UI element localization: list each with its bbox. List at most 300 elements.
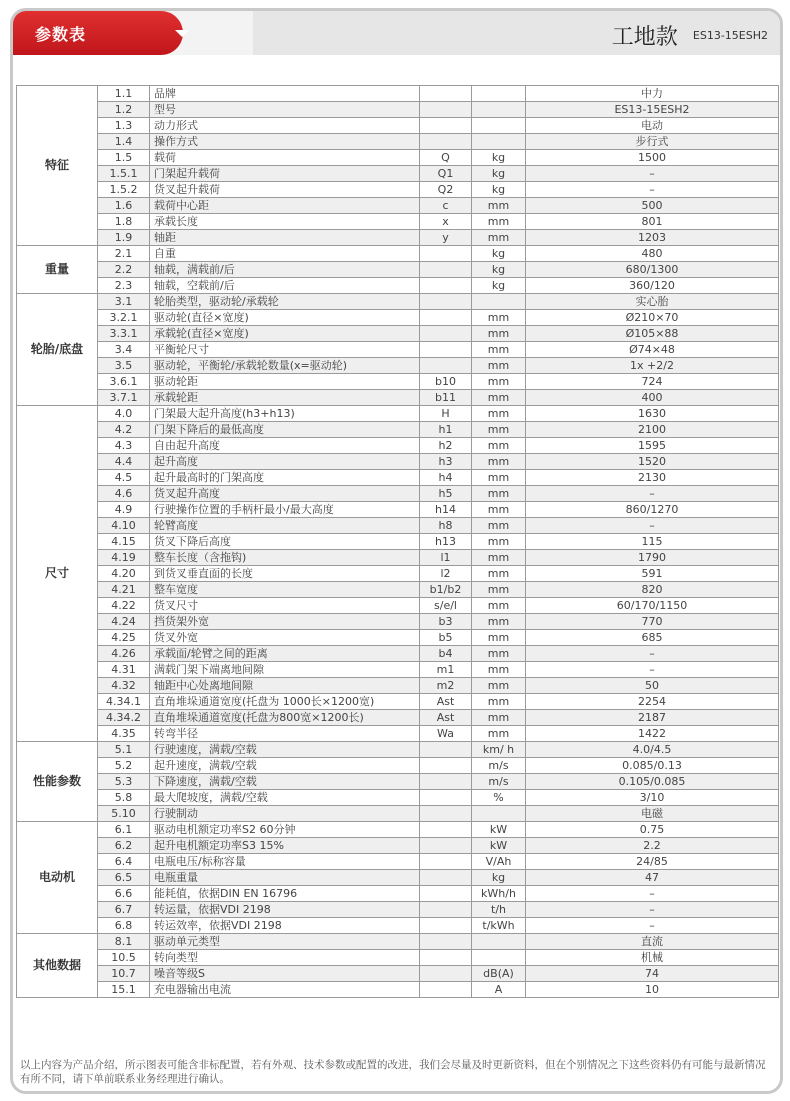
row-label: 起升速度，满载/空载: [150, 758, 420, 774]
row-label: 操作方式: [150, 134, 420, 150]
row-label: 转运效率，依据VDI 2198: [150, 918, 420, 934]
row-label: 轴载，满载前/后: [150, 262, 420, 278]
table-row: [17, 214, 779, 230]
table-row: [17, 470, 779, 486]
row-number: 4.4: [98, 454, 150, 470]
row-symbol: [420, 918, 472, 934]
row-unit: mm: [472, 630, 526, 646]
row-symbol: [420, 982, 472, 998]
row-value: 60/170/1150: [526, 598, 779, 614]
table-row: [17, 486, 779, 502]
row-value: 50: [526, 678, 779, 694]
row-number: 4.0: [98, 406, 150, 422]
table-row: [17, 982, 779, 998]
row-number: 4.6: [98, 486, 150, 502]
row-symbol: [420, 854, 472, 870]
row-unit: mm: [472, 342, 526, 358]
row-unit: mm: [472, 230, 526, 246]
table-row: [17, 566, 779, 582]
row-value: 24/85: [526, 854, 779, 870]
row-label: 载荷中心距: [150, 198, 420, 214]
table-row: [17, 918, 779, 934]
row-label: 承载轮距: [150, 390, 420, 406]
row-symbol: [420, 134, 472, 150]
row-number: 4.9: [98, 502, 150, 518]
table-row: [17, 326, 779, 342]
row-value: 4.0/4.5: [526, 742, 779, 758]
row-value: 74: [526, 966, 779, 982]
row-value: 2.2: [526, 838, 779, 854]
row-symbol: [420, 966, 472, 982]
row-number: 5.8: [98, 790, 150, 806]
row-unit: kWh/h: [472, 886, 526, 902]
row-unit: mm: [472, 438, 526, 454]
row-value: –: [526, 166, 779, 182]
row-number: 4.32: [98, 678, 150, 694]
row-symbol: h14: [420, 502, 472, 518]
row-unit: kW: [472, 838, 526, 854]
table-row: [17, 438, 779, 454]
row-symbol: [420, 822, 472, 838]
row-label: 能耗值，依据DIN EN 16796: [150, 886, 420, 902]
row-unit: mm: [472, 310, 526, 326]
row-symbol: [420, 310, 472, 326]
row-number: 4.20: [98, 566, 150, 582]
table-row: [17, 342, 779, 358]
row-label: 到货叉垂直面的长度: [150, 566, 420, 582]
row-symbol: [420, 102, 472, 118]
row-value: 1790: [526, 550, 779, 566]
row-label: 平衡轮尺寸: [150, 342, 420, 358]
row-symbol: b4: [420, 646, 472, 662]
row-label: 噪音等级S: [150, 966, 420, 982]
row-value: 685: [526, 630, 779, 646]
row-symbol: h1: [420, 422, 472, 438]
row-symbol: h5: [420, 486, 472, 502]
row-unit: mm: [472, 198, 526, 214]
row-label: 轴载，空载前/后: [150, 278, 420, 294]
category-label: 特征: [17, 86, 98, 246]
row-label: 驱动轮，平衡轮/承载轮数量(x=驱动轮): [150, 358, 420, 374]
table-row: [17, 758, 779, 774]
row-unit: m/s: [472, 758, 526, 774]
table-row: [17, 790, 779, 806]
table-row: [17, 694, 779, 710]
row-number: 4.24: [98, 614, 150, 630]
row-value: 2130: [526, 470, 779, 486]
row-unit: [472, 86, 526, 102]
row-label: 自由起升高度: [150, 438, 420, 454]
table-row: [17, 662, 779, 678]
row-label: 货叉起升高度: [150, 486, 420, 502]
row-symbol: y: [420, 230, 472, 246]
row-number: 1.9: [98, 230, 150, 246]
row-unit: kg: [472, 246, 526, 262]
row-symbol: [420, 262, 472, 278]
row-number: 1.3: [98, 118, 150, 134]
row-label: 货叉尺寸: [150, 598, 420, 614]
row-symbol: Ast: [420, 694, 472, 710]
row-label: 门架起升载荷: [150, 166, 420, 182]
row-unit: mm: [472, 214, 526, 230]
row-label: 自重: [150, 246, 420, 262]
row-number: 6.5: [98, 870, 150, 886]
row-value: 1203: [526, 230, 779, 246]
row-unit: [472, 118, 526, 134]
table-row: [17, 166, 779, 182]
row-label: 承载面/轮臂之间的距离: [150, 646, 420, 662]
row-symbol: [420, 246, 472, 262]
row-number: 5.1: [98, 742, 150, 758]
row-number: 5.10: [98, 806, 150, 822]
row-value: 0.105/0.085: [526, 774, 779, 790]
row-value: 1595: [526, 438, 779, 454]
row-symbol: h4: [420, 470, 472, 486]
row-number: 1.5: [98, 150, 150, 166]
row-value: 480: [526, 246, 779, 262]
row-unit: mm: [472, 406, 526, 422]
row-unit: kg: [472, 262, 526, 278]
table-row: [17, 278, 779, 294]
table-row: [17, 710, 779, 726]
row-unit: [472, 294, 526, 310]
row-number: 6.6: [98, 886, 150, 902]
row-symbol: l2: [420, 566, 472, 582]
row-unit: mm: [472, 518, 526, 534]
table-row: [17, 902, 779, 918]
row-value: 47: [526, 870, 779, 886]
table-row: [17, 742, 779, 758]
row-symbol: [420, 758, 472, 774]
row-unit: %: [472, 790, 526, 806]
row-label: 满载门架下端离地间隙: [150, 662, 420, 678]
page-title: 参数表: [35, 25, 87, 44]
table-row: [17, 726, 779, 742]
row-unit: mm: [472, 694, 526, 710]
row-value: 680/1300: [526, 262, 779, 278]
row-number: 4.34.2: [98, 710, 150, 726]
row-unit: kg: [472, 150, 526, 166]
row-symbol: m2: [420, 678, 472, 694]
row-symbol: b11: [420, 390, 472, 406]
row-number: 3.1: [98, 294, 150, 310]
row-label: 承载轮(直径×宽度): [150, 326, 420, 342]
spec-sheet-frame: [10, 8, 783, 1094]
table-row: [17, 934, 779, 950]
row-label: 型号: [150, 102, 420, 118]
row-symbol: c: [420, 198, 472, 214]
row-symbol: b1/b2: [420, 582, 472, 598]
row-unit: mm: [472, 710, 526, 726]
table-row: [17, 806, 779, 822]
row-unit: dB(A): [472, 966, 526, 982]
row-number: 4.15: [98, 534, 150, 550]
row-unit: mm: [472, 422, 526, 438]
row-number: 3.7.1: [98, 390, 150, 406]
row-unit: t/kWh: [472, 918, 526, 934]
table-row: [17, 614, 779, 630]
table-row: [17, 678, 779, 694]
category-label: 轮胎/底盘: [17, 294, 98, 406]
row-number: 8.1: [98, 934, 150, 950]
model-code: ES13-15ESH2: [692, 29, 768, 42]
table-row: [17, 102, 779, 118]
row-unit: km/ h: [472, 742, 526, 758]
row-value: 机械: [526, 950, 779, 966]
row-unit: mm: [472, 358, 526, 374]
row-unit: kg: [472, 166, 526, 182]
row-number: 4.22: [98, 598, 150, 614]
table-row: [17, 262, 779, 278]
row-value: Ø105×88: [526, 326, 779, 342]
row-label: 转向类型: [150, 950, 420, 966]
table-row: [17, 454, 779, 470]
row-label: 电瓶重量: [150, 870, 420, 886]
row-value: 中力: [526, 86, 779, 102]
row-label: 驱动轮距: [150, 374, 420, 390]
row-label: 驱动轮(直径×宽度): [150, 310, 420, 326]
row-label: 门架下降后的最低高度: [150, 422, 420, 438]
row-number: 1.6: [98, 198, 150, 214]
row-unit: [472, 134, 526, 150]
row-unit: mm: [472, 326, 526, 342]
row-value: 360/120: [526, 278, 779, 294]
table-row: [17, 870, 779, 886]
row-number: 5.3: [98, 774, 150, 790]
row-symbol: [420, 86, 472, 102]
row-symbol: Ast: [420, 710, 472, 726]
row-label: 行驶操作位置的手柄杆最小/最大高度: [150, 502, 420, 518]
table-row: [17, 230, 779, 246]
row-unit: mm: [472, 566, 526, 582]
table-row: [17, 150, 779, 166]
row-symbol: Q2: [420, 182, 472, 198]
row-value: 770: [526, 614, 779, 630]
row-number: 4.31: [98, 662, 150, 678]
row-value: 801: [526, 214, 779, 230]
row-value: 0.085/0.13: [526, 758, 779, 774]
row-value: 2100: [526, 422, 779, 438]
row-unit: [472, 934, 526, 950]
row-unit: mm: [472, 534, 526, 550]
row-label: 充电器输出电流: [150, 982, 420, 998]
row-value: –: [526, 662, 779, 678]
row-number: 15.1: [98, 982, 150, 998]
row-symbol: b5: [420, 630, 472, 646]
row-symbol: [420, 118, 472, 134]
row-unit: mm: [472, 502, 526, 518]
row-label: 直角堆垛通道宽度(托盘为 1000长×1200宽): [150, 694, 420, 710]
row-symbol: H: [420, 406, 472, 422]
row-unit: mm: [472, 582, 526, 598]
row-value: 500: [526, 198, 779, 214]
row-label: 整车长度（含拖钩): [150, 550, 420, 566]
row-value: –: [526, 902, 779, 918]
row-value: 电磁: [526, 806, 779, 822]
row-symbol: [420, 790, 472, 806]
row-unit: mm: [472, 454, 526, 470]
row-unit: V/Ah: [472, 854, 526, 870]
row-label: 轮胎类型，驱动轮/承载轮: [150, 294, 420, 310]
row-number: 10.7: [98, 966, 150, 982]
row-number: 1.4: [98, 134, 150, 150]
row-symbol: Q: [420, 150, 472, 166]
footnote: 以上内容为产品介绍，所示图表可能含非标配置，若有外观、技术参数或配置的改进，我们会尽量及时更新资料，但在个别情况之下这些资料仍有可能与最新情况有所不同，请下单前联系业务经理进行确认。: [20, 1059, 766, 1085]
row-unit: mm: [472, 374, 526, 390]
row-symbol: [420, 838, 472, 854]
row-symbol: h13: [420, 534, 472, 550]
table-row: [17, 422, 779, 438]
row-symbol: h2: [420, 438, 472, 454]
chevron-down-icon: [175, 30, 189, 37]
row-number: 4.19: [98, 550, 150, 566]
row-number: 4.21: [98, 582, 150, 598]
row-value: 860/1270: [526, 502, 779, 518]
row-label: 行驶制动: [150, 806, 420, 822]
model-heading: [612, 20, 768, 51]
row-symbol: [420, 358, 472, 374]
row-label: 起升电机额定功率S3 15%: [150, 838, 420, 854]
row-number: 10.5: [98, 950, 150, 966]
row-number: 2.1: [98, 246, 150, 262]
row-label: 驱动电机额定功率S2 60分钟: [150, 822, 420, 838]
table-row: [17, 86, 779, 102]
row-unit: kg: [472, 870, 526, 886]
table-row: [17, 838, 779, 854]
row-symbol: [420, 278, 472, 294]
row-label: 电瓶电压/标称容量: [150, 854, 420, 870]
table-row: [17, 294, 779, 310]
row-symbol: l1: [420, 550, 472, 566]
row-value: 115: [526, 534, 779, 550]
row-label: 轴距: [150, 230, 420, 246]
spec-table: [16, 85, 779, 998]
row-unit: kg: [472, 278, 526, 294]
row-number: 3.4: [98, 342, 150, 358]
table-row: [17, 374, 779, 390]
row-value: 2254: [526, 694, 779, 710]
row-number: 6.1: [98, 822, 150, 838]
row-number: 6.4: [98, 854, 150, 870]
header-bar: [13, 11, 780, 55]
row-label: 最大爬坡度，满载/空载: [150, 790, 420, 806]
table-row: [17, 390, 779, 406]
row-unit: kW: [472, 822, 526, 838]
category-label: 性能参数: [17, 742, 98, 822]
model-label: 工地款: [611, 25, 678, 50]
row-number: 2.3: [98, 278, 150, 294]
row-unit: m/s: [472, 774, 526, 790]
row-symbol: [420, 774, 472, 790]
table-row: [17, 854, 779, 870]
row-value: 0.75: [526, 822, 779, 838]
category-label: 电动机: [17, 822, 98, 934]
row-unit: mm: [472, 614, 526, 630]
row-label: 货叉起升载荷: [150, 182, 420, 198]
row-value: Ø74×48: [526, 342, 779, 358]
row-number: 4.34.1: [98, 694, 150, 710]
row-value: –: [526, 646, 779, 662]
row-unit: [472, 950, 526, 966]
row-value: 724: [526, 374, 779, 390]
row-number: 3.3.1: [98, 326, 150, 342]
row-symbol: [420, 294, 472, 310]
row-number: 1.5.1: [98, 166, 150, 182]
category-label: 尺寸: [17, 406, 98, 742]
row-label: 驱动单元类型: [150, 934, 420, 950]
table-row: [17, 646, 779, 662]
row-symbol: [420, 934, 472, 950]
row-value: 1500: [526, 150, 779, 166]
table-row: [17, 310, 779, 326]
row-symbol: [420, 902, 472, 918]
row-unit: t/h: [472, 902, 526, 918]
row-symbol: [420, 342, 472, 358]
table-row: [17, 502, 779, 518]
row-value: 2187: [526, 710, 779, 726]
row-value: –: [526, 182, 779, 198]
row-label: 起升高度: [150, 454, 420, 470]
table-row: [17, 118, 779, 134]
row-value: 直流: [526, 934, 779, 950]
row-unit: mm: [472, 550, 526, 566]
row-label: 轮臂高度: [150, 518, 420, 534]
table-row: [17, 822, 779, 838]
row-value: ES13-15ESH2: [526, 102, 779, 118]
row-number: 1.1: [98, 86, 150, 102]
row-unit: mm: [472, 678, 526, 694]
table-row: [17, 406, 779, 422]
row-number: 1.2: [98, 102, 150, 118]
row-value: –: [526, 886, 779, 902]
row-value: –: [526, 486, 779, 502]
table-row: [17, 582, 779, 598]
row-label: 货叉下降后高度: [150, 534, 420, 550]
table-row: [17, 134, 779, 150]
row-value: 591: [526, 566, 779, 582]
row-label: 转运量，依据VDI 2198: [150, 902, 420, 918]
row-symbol: Wa: [420, 726, 472, 742]
row-label: 轴距中心处离地间隙: [150, 678, 420, 694]
row-unit: kg: [472, 182, 526, 198]
table-row: [17, 182, 779, 198]
row-symbol: [420, 742, 472, 758]
row-label: 行驶速度，满载/空载: [150, 742, 420, 758]
row-label: 动力形式: [150, 118, 420, 134]
row-number: 5.2: [98, 758, 150, 774]
row-number: 3.5: [98, 358, 150, 374]
row-symbol: [420, 886, 472, 902]
row-label: 挡货架外宽: [150, 614, 420, 630]
row-unit: mm: [472, 662, 526, 678]
row-symbol: x: [420, 214, 472, 230]
row-label: 门架最大起升高度(h3+h13): [150, 406, 420, 422]
row-unit: mm: [472, 486, 526, 502]
row-number: 1.5.2: [98, 182, 150, 198]
row-number: 4.2: [98, 422, 150, 438]
row-symbol: [420, 326, 472, 342]
row-symbol: h8: [420, 518, 472, 534]
table-row: [17, 518, 779, 534]
category-label: 其他数据: [17, 934, 98, 998]
row-value: 1630: [526, 406, 779, 422]
row-value: –: [526, 918, 779, 934]
row-unit: [472, 806, 526, 822]
row-number: 4.3: [98, 438, 150, 454]
row-number: 6.7: [98, 902, 150, 918]
row-label: 载荷: [150, 150, 420, 166]
row-unit: mm: [472, 646, 526, 662]
